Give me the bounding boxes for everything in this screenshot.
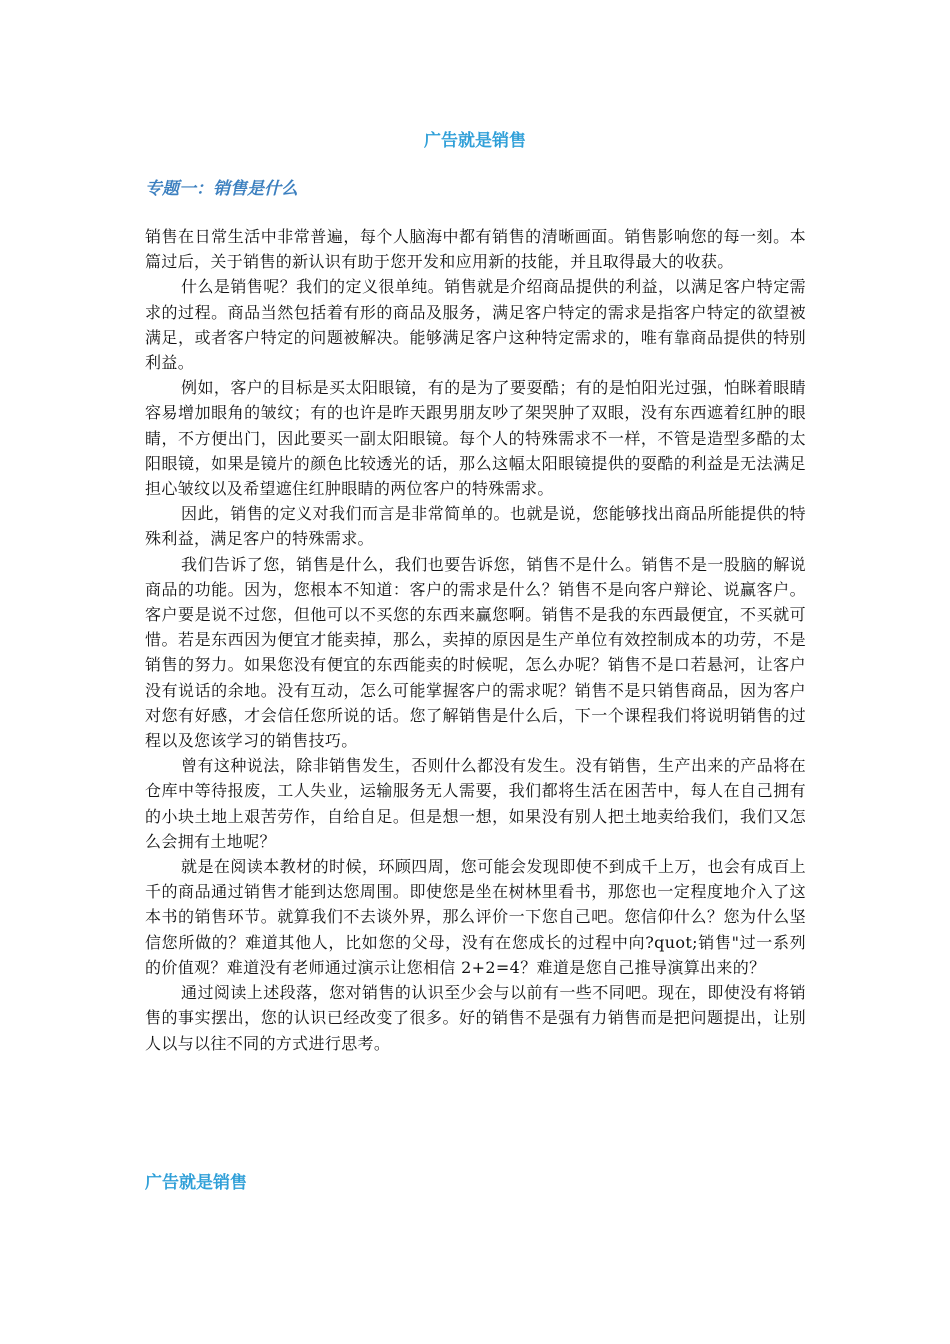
paragraph-1: 销售在日常生活中非常普遍，每个人脑海中都有销售的清晰画面。销售影响您的每一刻。本篇过后，关于销售的新认识有助于您开发和应用新的技能，并且取得最大的收获。: [145, 227, 806, 272]
document-title: 广告就是销售: [424, 131, 526, 151]
paragraph-5: 我们告诉了您，销售是什么，我们也要告诉您，销售不是什么。销售不是一股脑的解说商品的功能。因为，您根本不知道：客户的需求是什么？销售不是向客户辩论、说赢客户。客户要是说不过您，但他可以不买您的东西来赢您啊。销售不是我的东西最便宜，不买就可惜。若是东西因为便宜才能卖掉，那么，卖掉的原因是生产单位有效控制成本的功劳，不是销售的努力。如果您没有便宜的东西能卖的时候呢，怎么办呢？销售不是口若悬河，让客户没有说话的余地。没有互动，怎么可能掌握客户的需求呢？销售不是只销售商品，因为客户对您有好感，才会信任您所说的话。您了解销售是什么后，下一个课程我们将说明销售的过程以及您该学习的销售技巧。: [145, 554, 806, 751]
paragraph-3: 例如，客户的目标是买太阳眼镜，有的是为了要耍酷；有的是怕阳光过强，怕眯着眼睛容易增加眼角的皱纹；有的也许是昨天跟男朋友吵了架哭肿了双眼，没有东西遮着红肿的眼睛，不方便出门，因此要买一副太阳眼镜。每个人的特殊需求不一样，不管是造型多酷的太阳眼镜，如果是镜片的颜色比较透光的话，那么这幅太阳眼镜提供的耍酷的利益是无法满足担心皱纹以及希望遮住红肿眼睛的两位客户的特殊需求。: [145, 378, 806, 499]
section-title: 专题一：销售是什么: [145, 179, 298, 199]
paragraph-8: 通过阅读上述段落，您对销售的认识至少会与以前有一些不同吧。现在，即使没有将销售的事实摆出，您的认识已经改变了很多。好的销售不是强有力销售而是把问题提出，让别人以与以往不同的方式进行思考。: [145, 983, 806, 1053]
next-section-title: 广告就是销售: [145, 1173, 247, 1193]
document-body: [145, 224, 806, 1056]
paragraph-7: 就是在阅读本教材的时候，环顾四周，您可能会发现即使不到成千上万，也会有成百上千的商品通过销售才能到达您周围。即使您是坐在树林里看书，那您也一定程度地介入了这本书的销售环节。就算我们不去谈外界，那么评价一下您自己吧。您信仰什么？您为什么坚信您所做的？难道其他人，比如您的父母，没有在您成长的过程中向?quot;销售"过一系列的价值观？难道没有老师通过演示让您相信 2+2=4？难道是您自己推导演算出来的？: [145, 857, 806, 977]
paragraph-6: 曾有这种说法，除非销售发生，否则什么都没有发生。没有销售，生产出来的产品将在仓库中等待报废，工人失业，运输服务无人需要，我们都将生活在困苦中，每人在自己拥有的小块土地上艰苦劳作，自给自足。但是想一想，如果没有别人把土地卖给我们，我们又怎么会拥有土地呢？: [145, 756, 806, 851]
paragraph-4: 因此，销售的定义对我们而言是非常简单的。也就是说，您能够找出商品所能提供的特殊利益，满足客户的特殊需求。: [145, 504, 806, 549]
paragraph-2: 什么是销售呢？我们的定义很单纯。销售就是介绍商品提供的利益，以满足客户特定需求的过程。商品当然包括着有形的商品及服务，满足客户特定的需求是指客户特定的欲望被满足，或者客户特定的问题被解决。能够满足客户这种特定需求的，唯有靠商品提供的特别利益。: [145, 277, 806, 373]
